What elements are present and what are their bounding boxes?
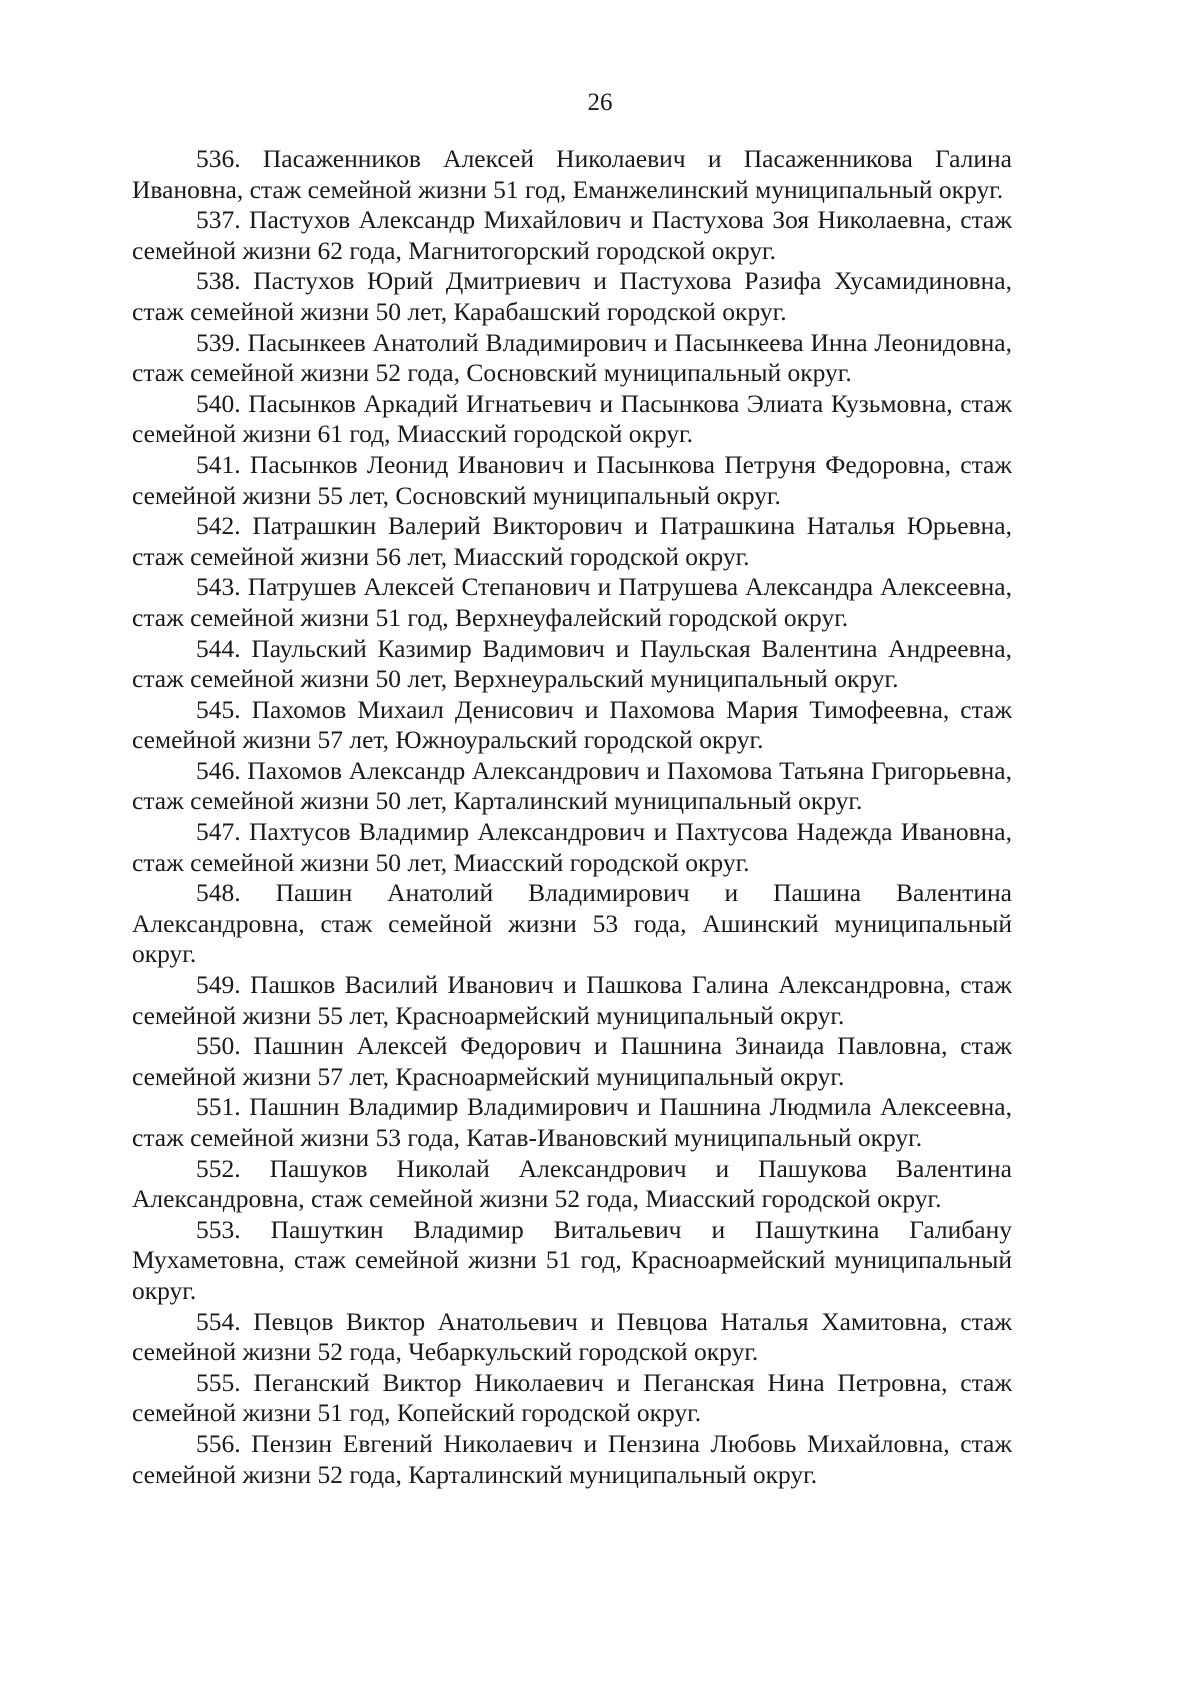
list-item: 549. Пашков Василий Иванович и Пашкова Галина Александровна, стаж семейной жизни 55 лет, Красноармейский муниципальный округ.: [132, 970, 1012, 1030]
list-item: 550. Пашнин Алексей Федорович и Пашнина Зинаида Павловна, стаж семейной жизни 57 лет, Красноармейский муниципальный округ.: [132, 1031, 1012, 1091]
list-item: 542. Патрашкин Валерий Викторович и Патрашкина Наталья Юрьевна, стаж семейной жизни 56 лет, Миасский городской округ.: [132, 511, 1012, 571]
list-item: 538. Пастухов Юрий Дмитриевич и Пастухова Разифа Хусамидиновна, стаж семейной жизни 50 лет, Карабашский городской округ.: [132, 266, 1012, 326]
list-item: 537. Пастухов Александр Михайлович и Пастухова Зоя Николаевна, стаж семейной жизни 62 года, Магнитогорский городской округ.: [132, 205, 1012, 265]
list-item: 536. Пасаженников Алексей Николаевич и Пасаженникова Галина Ивановна, стаж семейной жизни 51 год, Еманжелинский муниципальный округ.: [132, 144, 1012, 204]
list-item: 548. Пашин Анатолий Владимирович и Пашина Валентина Александровна, стаж семейной жизни 53 года, Ашинский муниципальный округ.: [132, 878, 1012, 969]
list-item: 539. Пасынкеев Анатолий Владимирович и Пасынкеева Инна Леонидовна, стаж семейной жизни 52 года, Сосновский муниципальный округ.: [132, 327, 1012, 388]
list-item: 552. Пашуков Николай Александрович и Пашукова Валентина Александровна, стаж семейной жизни 52 года, Миасский городской округ.: [132, 1153, 1012, 1214]
list-item: 546. Пахомов Александр Александрович и Пахомова Татьяна Григорьевна, стаж семейной жизни 50 лет, Карталинский муниципальный округ.: [132, 755, 1012, 816]
list-item: 545. Пахомов Михаил Денисович и Пахомова Мария Тимофеевна, стаж семейной жизни 57 лет, Южноуральский городской округ.: [132, 694, 1012, 755]
list-item: 554. Певцов Виктор Анатольевич и Певцова Наталья Хамитовна, стаж семейной жизни 52 года, Чебаркульский городской округ.: [132, 1306, 1012, 1367]
list-item: 544. Паульский Казимир Вадимович и Паульская Валентина Андреевна, стаж семейной жизни 50 лет, Верхнеуральский муниципальный округ.: [132, 633, 1012, 694]
list-item: 543. Патрушев Алексей Степанович и Патрушева Александра Алексеевна, стаж семейной жизни 51 год, Верхнеуфалейский городской округ.: [132, 572, 1012, 632]
list-item: 551. Пашнин Владимир Владимирович и Пашнина Людмила Алексеевна, стаж семейной жизни 53 года, Катав-Ивановский муниципальный округ.: [132, 1092, 1012, 1152]
list-item: 556. Пензин Евгений Николаевич и Пензина Любовь Михайловна, стаж семейной жизни 52 года, Карталинский муниципальный округ.: [132, 1428, 1012, 1489]
list-item: 547. Пахтусов Владимир Александрович и Пахтусова Надежда Ивановна, стаж семейной жизни 50 лет, Миасский городской округ.: [132, 817, 1012, 877]
list-item: 555. Пеганский Виктор Николаевич и Пеганская Нина Петровна, стаж семейной жизни 51 год, Копейский городской округ.: [132, 1367, 1012, 1428]
list-item: 553. Пашуткин Владимир Витальевич и Пашуткина Галибану Мухаметовна, стаж семейной жизни 51 год, Красноармейский муниципальный округ.: [132, 1214, 1012, 1305]
entry-list: [132, 144, 1012, 1490]
page-number: 26: [587, 89, 613, 116]
list-item: 541. Пасынков Леонид Иванович и Пасынкова Петруня Федоровна, стаж семейной жизни 55 лет, Сосновский муниципальный округ.: [132, 449, 1012, 510]
list-item: 540. Пасынков Аркадий Игнатьевич и Пасынкова Элиата Кузьмовна, стаж семейной жизни 61 год, Миасский городской округ.: [132, 388, 1012, 449]
